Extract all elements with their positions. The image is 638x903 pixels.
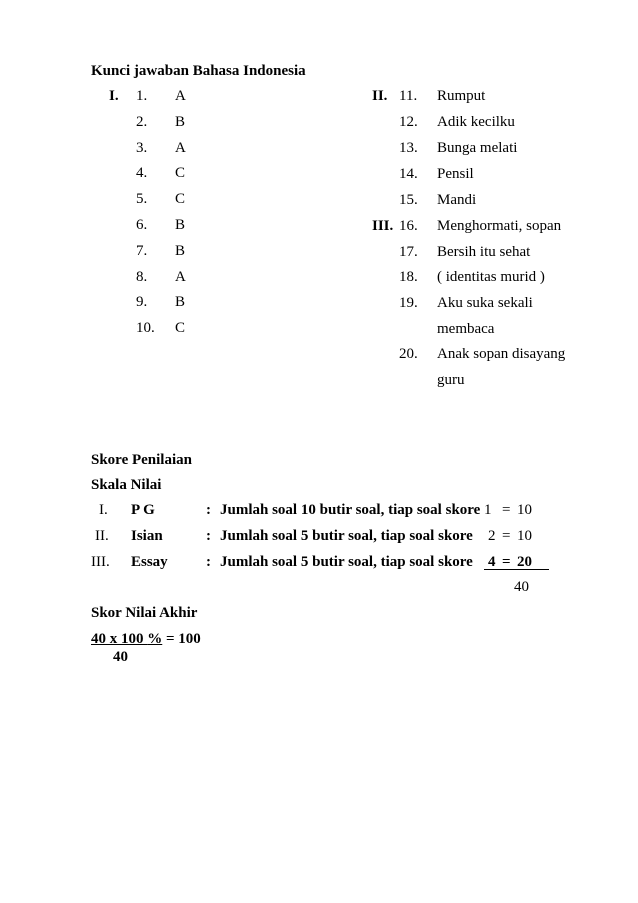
answer-value: Bunga melati (437, 140, 518, 156)
scale-roman: III. (91, 554, 110, 570)
answer-value: C (175, 165, 186, 182)
document-title: Kunci jawaban Bahasa Indonesia (91, 63, 306, 79)
answer-number: 5. (136, 191, 148, 208)
answer-number: 20. (399, 346, 418, 362)
answer-value: B (175, 113, 186, 130)
scale-equals: = (502, 554, 511, 570)
answer-number: 8. (136, 268, 148, 285)
answer-value: C (175, 191, 186, 208)
scale-total: 40 (514, 579, 529, 595)
answer-number: 6. (136, 217, 148, 233)
answer-number: 17. (399, 244, 418, 260)
scale-multiplier: 1 (484, 502, 492, 518)
scale-colon: : (206, 502, 211, 518)
section-one-label: I. (109, 88, 119, 104)
skore-penilaian-heading: Skore Penilaian (91, 452, 192, 468)
final-formula (91, 630, 201, 648)
answer-value: Aku suka sekali (437, 295, 533, 311)
answer-number: 9. (136, 294, 148, 311)
answer-value: Bersih itu sehat (437, 244, 531, 260)
scale-description: Jumlah soal 10 butir soal, tiap soal skore (220, 502, 481, 518)
answer-number: 1. (136, 88, 148, 104)
scale-colon: : (206, 528, 211, 544)
answer-number: 7. (136, 242, 148, 259)
scale-colon: : (206, 554, 211, 570)
answer-number: 3. (136, 139, 148, 156)
answer-number: 14. (399, 166, 418, 182)
answer-number: 4. (136, 165, 148, 182)
answer-value: A (175, 88, 186, 104)
skala-nilai-heading: Skala Nilai (91, 477, 162, 493)
answer-value-continued: guru (437, 372, 465, 388)
scale-equals: = (502, 502, 511, 518)
answer-number: 10. (136, 320, 155, 337)
answer-value: B (175, 242, 186, 259)
scale-name: Essay (131, 554, 168, 570)
answer-number: 16. (399, 218, 418, 234)
scale-description: Jumlah soal 5 butir soal, tiap soal skore (220, 528, 473, 544)
answer-value: C (175, 320, 186, 337)
answer-number: 2. (136, 113, 148, 130)
scale-value: 10 (517, 502, 532, 518)
formula-percent: % (147, 631, 163, 647)
formula-denominator: 40 (113, 649, 128, 665)
scale-multiplier: 4 (488, 554, 496, 570)
scale-name: Isian (131, 528, 163, 544)
answer-value-continued: membaca (437, 321, 495, 337)
answer-number: 15. (399, 192, 418, 208)
answer-value: A (175, 139, 186, 156)
answer-value: Pensil (437, 166, 474, 182)
answer-number: 12. (399, 114, 418, 130)
scale-multiplier: 2 (488, 528, 496, 544)
answer-value: Adik kecilku (437, 114, 515, 130)
answer-value: Mandi (437, 192, 477, 208)
answer-value: Menghormati, sopan (437, 218, 562, 234)
scale-value: 10 (517, 528, 532, 544)
answer-value: B (175, 294, 186, 311)
formula-result: = 100 (166, 631, 201, 647)
answer-value: Anak sopan disayang (437, 346, 566, 362)
section-three-label: III. (372, 218, 394, 234)
answer-value: ( identitas murid ) (437, 269, 545, 285)
scale-equals: = (502, 528, 511, 544)
scale-sum-line (484, 569, 549, 570)
scale-roman: I. (99, 502, 108, 518)
scale-name: P G (131, 502, 155, 518)
scale-value: 20 (517, 554, 532, 570)
answer-number: 11. (399, 88, 418, 104)
section-two-label: II. (372, 88, 388, 104)
answer-number: 19. (399, 295, 418, 311)
formula-numerator: 40 x 100 (91, 631, 144, 647)
skor-nilai-akhir-heading: Skor Nilai Akhir (91, 605, 198, 621)
answer-value: A (175, 268, 186, 285)
scale-description: Jumlah soal 5 butir soal, tiap soal skore (220, 554, 473, 570)
answer-value: Rumput (437, 88, 486, 104)
answer-number: 13. (399, 140, 418, 156)
answer-number: 18. (399, 269, 418, 285)
scale-roman: II. (95, 528, 109, 544)
answer-value: B (175, 217, 186, 233)
